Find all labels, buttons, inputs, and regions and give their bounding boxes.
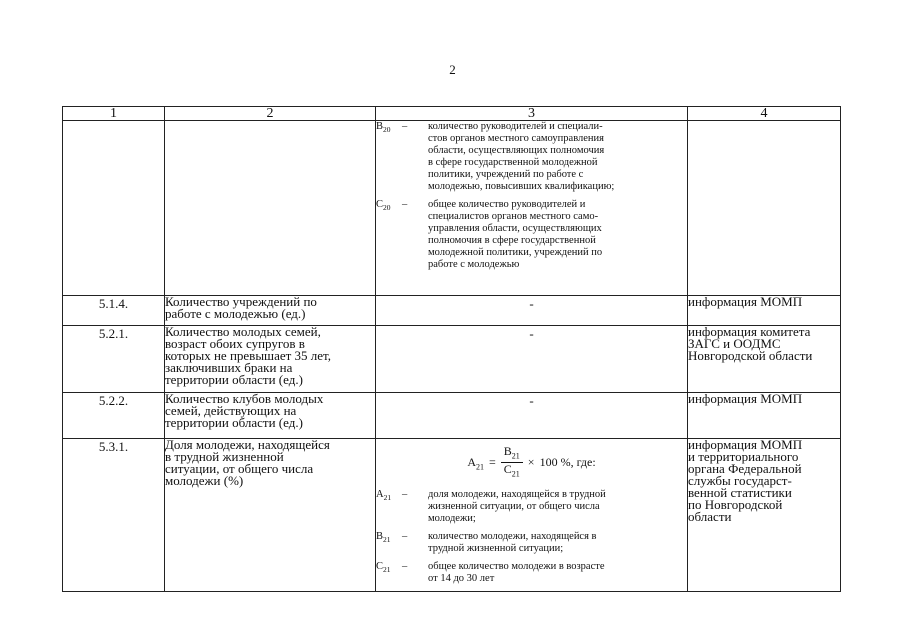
page-number: 2 bbox=[449, 62, 456, 77]
table-row bbox=[63, 296, 841, 326]
source-line: Новгородской области bbox=[688, 348, 813, 363]
name-line: в трудной жизненной bbox=[165, 449, 284, 464]
definition-line: молодежи; bbox=[428, 512, 476, 524]
name-line: которых не превышает 35 лет, bbox=[165, 348, 331, 363]
definition-line: трудной жизненной ситуации; bbox=[428, 542, 564, 554]
definition-line: работе с молодежью bbox=[428, 259, 520, 270]
dash: – bbox=[402, 488, 408, 500]
name-line: Количество учреждений по bbox=[165, 294, 317, 309]
method-dash: - bbox=[376, 326, 688, 393]
indicator-name bbox=[165, 393, 376, 439]
definition-line: количество руководителей и специали- bbox=[428, 121, 603, 132]
definition-line: от 14 до 30 лет bbox=[428, 572, 495, 584]
name-line: Количество молодых семей, bbox=[165, 324, 321, 339]
row-number-cell bbox=[63, 121, 165, 296]
formula-lhs: A bbox=[467, 454, 476, 469]
name-line: заключивших браки на bbox=[165, 360, 293, 375]
indicator-name-cell bbox=[165, 121, 376, 296]
data-source bbox=[688, 296, 841, 326]
table-row bbox=[63, 121, 841, 296]
definition-line: управления области, осуществляющих bbox=[428, 223, 602, 234]
source-line: службы государст- bbox=[688, 473, 792, 488]
definition-line: молодежной политики, учреждений по bbox=[428, 247, 603, 258]
symbol-subscript: 21 bbox=[383, 492, 392, 502]
indicator-name bbox=[165, 439, 376, 592]
denominator: C bbox=[503, 462, 512, 477]
definition-b21 bbox=[376, 531, 687, 555]
name-line: Количество клубов молодых bbox=[165, 391, 324, 406]
definition-b20 bbox=[376, 121, 687, 193]
source-line: ЗАГС и ООДМС bbox=[688, 336, 781, 351]
symbol: A bbox=[376, 488, 384, 500]
source-line: информация МОМП bbox=[688, 294, 803, 309]
dash: – bbox=[402, 560, 408, 572]
definition-line: в сфере государственной молодежной bbox=[428, 157, 598, 168]
definition-line: молодежью, повысивших квалификацию; bbox=[428, 181, 615, 192]
data-source bbox=[688, 439, 841, 592]
dash: – bbox=[402, 121, 408, 132]
equals-sign: = bbox=[489, 455, 496, 470]
source-line: и территориального bbox=[688, 449, 799, 464]
dash: – bbox=[402, 199, 408, 210]
indicator-name bbox=[165, 296, 376, 326]
definition-line: количество молодежи, находящейся в bbox=[428, 530, 597, 542]
definition-line: области, осуществляющих полномочия bbox=[428, 145, 605, 156]
symbol: B bbox=[376, 121, 384, 132]
header-row bbox=[63, 107, 841, 121]
definition-c21 bbox=[376, 561, 687, 585]
symbol-subscript: 21 bbox=[383, 534, 391, 544]
row-number: 5.2.1. bbox=[63, 326, 165, 393]
name-line: работе с молодежью (ед.) bbox=[165, 306, 306, 321]
row-number: 5.3.1. bbox=[63, 439, 165, 592]
definition-line: полномочия в сфере государственной bbox=[428, 235, 596, 246]
indicator-name bbox=[165, 326, 376, 393]
col-header-4: 4 bbox=[688, 107, 841, 121]
source-cell bbox=[688, 121, 841, 296]
source-line: области bbox=[688, 509, 732, 524]
times-sign: × bbox=[527, 455, 535, 470]
name-line: семей, действующих на bbox=[165, 403, 297, 418]
col-header-1: 1 bbox=[63, 107, 165, 121]
symbol: C bbox=[376, 199, 384, 210]
source-line: информация МОМП bbox=[688, 437, 803, 452]
numerator: B bbox=[503, 444, 512, 458]
col-header-2: 2 bbox=[165, 107, 376, 121]
definition-line: доля молодежи, находящейся в трудной bbox=[428, 488, 606, 500]
name-line: молодежи (%) bbox=[165, 473, 244, 488]
data-source bbox=[688, 393, 841, 439]
symbol-subscript: 21 bbox=[383, 564, 391, 574]
dash: – bbox=[402, 530, 408, 542]
name-line: территории области (ед.) bbox=[165, 372, 303, 387]
method-dash: - bbox=[376, 393, 688, 439]
name-line: возраст обоих супругов в bbox=[165, 336, 305, 351]
name-line: Доля молодежи, находящейся bbox=[165, 437, 330, 452]
definition-c20 bbox=[376, 199, 687, 271]
row-number: 5.2.2. bbox=[63, 393, 165, 439]
source-line: информация комитета bbox=[688, 324, 811, 339]
fraction bbox=[501, 445, 523, 481]
data-source bbox=[688, 326, 841, 393]
symbol: B bbox=[376, 530, 384, 542]
symbol-subscript: 20 bbox=[383, 125, 391, 135]
table-row bbox=[63, 326, 841, 393]
definition-line: специалистов органов местного само- bbox=[428, 211, 599, 222]
numerator-subscript: 21 bbox=[511, 451, 520, 461]
name-line: территории области (ед.) bbox=[165, 415, 303, 430]
definition-line: жизненной ситуации, от общего числа bbox=[428, 500, 600, 512]
table-row bbox=[63, 439, 841, 592]
symbol: C bbox=[376, 560, 384, 572]
source-line: информация МОМП bbox=[688, 391, 803, 406]
method-dash: - bbox=[376, 296, 688, 326]
col-header-3: 3 bbox=[376, 107, 688, 121]
definition-a21 bbox=[376, 489, 687, 525]
row-number: 5.1.4. bbox=[63, 296, 165, 326]
method-cell bbox=[376, 121, 688, 296]
method-cell bbox=[376, 439, 688, 592]
indicators-table bbox=[62, 106, 841, 592]
name-line: ситуации, от общего числа bbox=[165, 461, 314, 476]
definition-line: стов органов местного самоуправления bbox=[428, 133, 604, 144]
denominator-subscript: 21 bbox=[511, 469, 520, 479]
definition-line: общее количество руководителей и bbox=[428, 199, 586, 210]
formula-tail: 100 %, где: bbox=[539, 455, 596, 470]
table-row bbox=[63, 393, 841, 439]
definition-line: политики, учреждений по работе с bbox=[428, 169, 584, 180]
source-line: органа Федеральной bbox=[688, 461, 802, 476]
formula bbox=[376, 439, 687, 489]
symbol-subscript: 20 bbox=[383, 203, 391, 213]
definition-line: общее количество молодежи в возрасте bbox=[428, 560, 605, 572]
formula-lhs-subscript: 21 bbox=[476, 462, 484, 472]
source-line: венной статистики bbox=[688, 485, 792, 500]
source-line: по Новгородской bbox=[688, 497, 783, 512]
